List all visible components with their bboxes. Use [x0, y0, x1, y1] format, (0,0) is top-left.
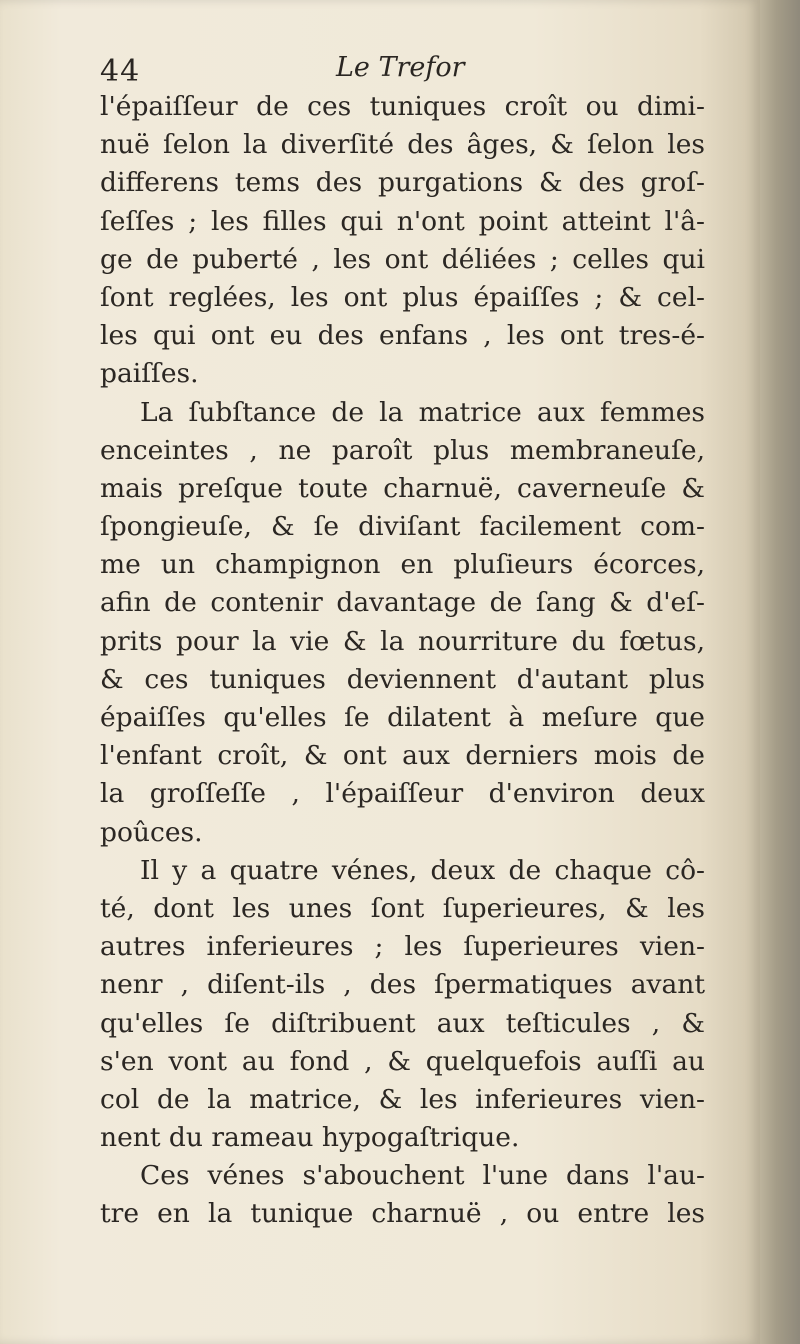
text-line: mais preſque toute charnuë, caverneuſe & [100, 472, 705, 504]
text-line: prits pour la vie & la nourriture du fœtus, [100, 625, 705, 657]
text-line: differens tems des purgations & des groſ- [100, 167, 705, 199]
page-header [100, 52, 700, 92]
body-text [100, 88, 705, 1234]
text-line: poûces. [100, 816, 203, 848]
text-line: col de la matrice, & les inferieures vien- [100, 1083, 705, 1115]
page-number: 44 [100, 54, 141, 89]
text-line: l'enfant croît, & ont aux derniers mois de [100, 740, 705, 772]
text-line: Il y a quatre vénes, deux de chaque cô- [140, 854, 705, 886]
text-line: ſpongieuſe, & ſe diviſant facilement com- [100, 511, 705, 543]
text-line: me un champignon en pluſieurs écorces, [100, 549, 705, 581]
text-line: qu'elles ſe diſtribuent aux teſticules , & [100, 1007, 705, 1039]
page-edge [760, 0, 800, 1344]
text-line: nenr , diſent-ils , des ſpermatiques avant [100, 969, 705, 1001]
text-line: ſont reglées, les ont plus épaiſſes ; & cel- [100, 281, 705, 313]
text-line: épaiſſes qu'elles ſe dilatent à meſure que [100, 702, 705, 733]
text-line: La ſubſtance de la matrice aux femmes [140, 396, 705, 428]
text-line: nent du rameau hypogaſtrique. [100, 1122, 520, 1154]
text-line: la groſſeſſe , l'épaiſſeur d'environ deux [100, 778, 705, 810]
text-line: & ces tuniques deviennent d'autant plus [100, 663, 705, 695]
text-line: Ces vénes s'abouchent l'une dans l'au- [140, 1160, 705, 1192]
text-line: l'épaiſſeur de ces tuniques croît ou dimi- [100, 91, 705, 122]
text-line: té, dont les unes ſont ſuperieures, & les [100, 892, 705, 924]
text-line: ge de puberté , les ont déliées ; celles qui [100, 243, 705, 275]
text-line: autres inferieures ; les ſuperieures vien- [100, 931, 705, 963]
text-line: paiſſes. [100, 358, 199, 390]
running-title: Le Trefor [336, 52, 465, 83]
text-line: enceintes , ne paroît plus membraneuſe, [100, 434, 705, 466]
text-line: nuë ſelon la diverſité des âges, & ſelon les [100, 129, 705, 161]
text-line: afin de contenir davantage de ſang & d'eſ- [100, 587, 705, 619]
text-line: les qui ont eu des enfans , les ont tres-é- [100, 320, 705, 352]
text-line: tre en la tunique charnuë , ou entre les [100, 1198, 705, 1230]
text-line: ſeſſes ; les filles qui n'ont point atteint l'â- [100, 205, 705, 237]
text-line: s'en vont au fond , & quelquefois auſſi au [100, 1045, 705, 1077]
